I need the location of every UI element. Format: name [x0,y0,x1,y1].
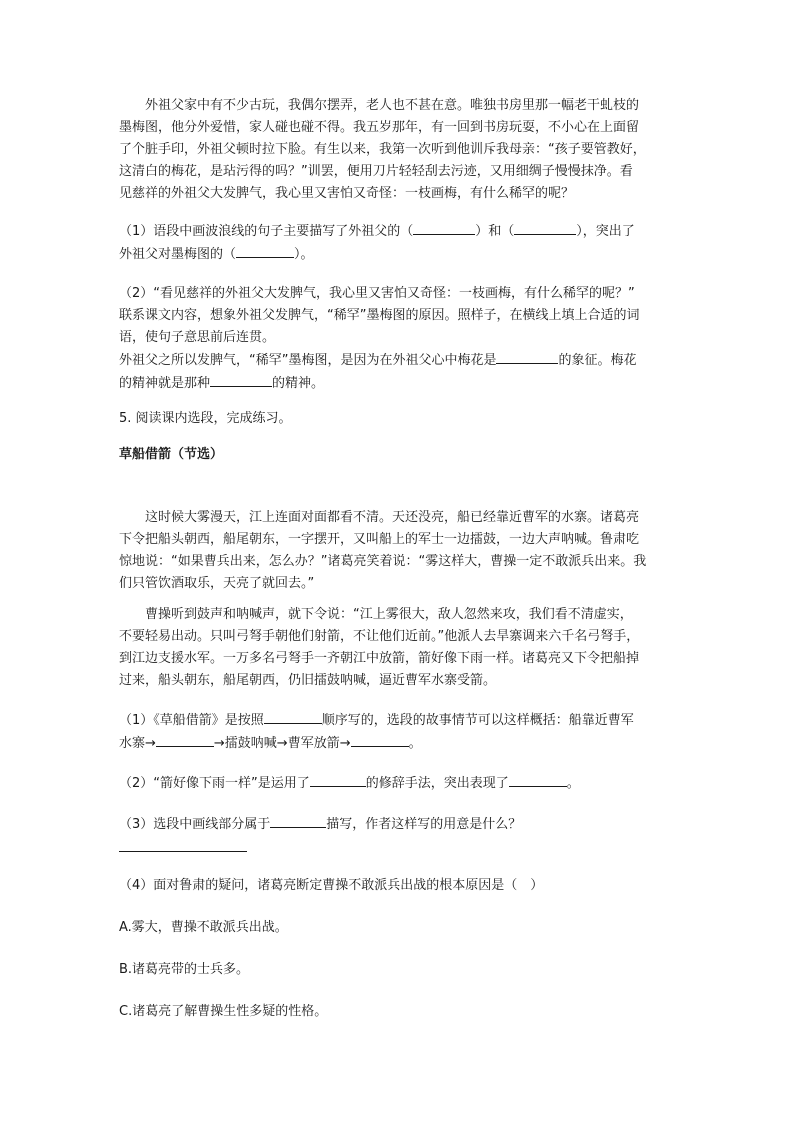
question-text: 的精神。 [272,376,325,391]
answer-blank[interactable] [156,732,214,747]
question-text: 的精神就是那种 [119,376,211,391]
passage-line: 外祖父家中有不少古玩，我偶尔摆弄，老人也不甚在意。唯独书房里那一幅老干虬枝的 [145,98,640,113]
question-text: ），突出了 [576,224,635,239]
question-text: 水寨→ [119,736,156,751]
answer-line[interactable] [119,851,247,852]
passage-line: 到江边支援水军。一万多名弓弩手一齐朝江中放箭，箭好像下雨一样。诸葛亮又下令把船掉 [119,651,640,666]
option-text: C.诸葛亮了解曹操生性多疑的性格。 [119,1004,328,1019]
option-text: A.雾大，曹操不敢派兵出战。 [119,920,288,935]
option-b[interactable] [119,959,679,981]
answer-blank[interactable] [264,709,322,724]
passage-para-2 [119,604,679,692]
question-text: 。 [566,776,580,791]
question-1-block [119,220,679,266]
question-text: 语，使句子意思前后连贯。 [119,330,276,345]
passage-line: 下令把船头朝西，船尾朝东，一字摆开，又叫船上的军士一边擂鼓，一边大声呐喊。鲁肃吃 [119,532,640,547]
passage-moumei [119,95,679,205]
question-2-block [119,283,679,395]
option-text: B.诸葛亮带的士兵多。 [119,962,250,977]
question-text: （2）“看见慈祥的外祖父大发脾气，我心里又害怕又奇怪：一枝画梅，有什么稀罕的呢？” [119,286,635,301]
question-text: →擂鼓呐喊→曹军放箭→ [213,736,351,751]
question-text: 顺序写的，选段的故事情节可以这样概括：船靠近曹军 [321,713,634,728]
question-5-1 [119,709,679,755]
question-text: 联系课文内容，想象外祖父发脾气，“稀罕”墨梅图的原因。照样子，在横线上填上合适的词 [119,308,640,323]
option-a[interactable] [119,917,679,939]
section-5-heading [119,408,679,430]
question-text: ）和（ [475,224,515,239]
question-text: （4）面对鲁肃的疑问，诸葛亮断定曹操不敢派兵出战的根本原因是（ ） [119,878,544,893]
question-text: 外祖父之所以发脾气，“稀罕”墨梅图，是因为在外祖父心中梅花是 [119,353,497,368]
passage-line: 惊地说：“如果曹兵出来，怎么办？”诸葛亮笑着说：“雾这样大，曹操一定不敢派兵出来。我 [119,554,647,569]
question-text: 的象征。梅花 [558,353,637,368]
passage-line: 了个脏手印，外祖父顿时拉下脸。有生以来，我第一次听到他训斥我母亲：“孩子要管教好， [119,142,646,157]
question-5-3 [119,813,679,836]
passage-line: 见慈祥的外祖父大发脾气，我心里又害怕又奇怪：一枝画梅，有什么稀罕的呢？ [119,186,575,201]
question-text: （2）“箭好像下雨一样”是运用了 [119,776,310,791]
answer-blank[interactable] [413,220,475,235]
answer-blank[interactable] [509,772,567,787]
passage-line: 们只管饮酒取乐，天亮了就回去。” [119,576,315,591]
question-text: ）。 [294,247,314,262]
question-text: 的修辞手法，突出表现了 [365,776,509,791]
answer-blank[interactable] [310,772,366,787]
passage-line: 过来，船头朝东，船尾朝西，仍旧擂鼓呐喊，逼近曹军水寨受箭。 [119,673,497,688]
answer-blank[interactable] [351,732,409,747]
passage-title [119,444,679,466]
answer-blank[interactable] [514,220,576,235]
passage-line: 这清白的梅花，是玷污得的吗？”训罢，便用刀片轻轻刮去污迹，又用细绸子慢慢抹净。看 [119,164,633,179]
passage-line: 曹操听到鼓声和呐喊声，就下令说：“江上雾很大，敌人忽然来攻，我们看不清虚实， [145,607,633,622]
question-text: 。 [408,736,422,751]
question-text: 外祖父对墨梅图的（ [119,247,237,262]
answer-blank[interactable] [270,813,326,828]
passage-title-text: 草船借箭（节选） [119,447,224,462]
section-heading: 5. 阅读课内选段，完成练习。 [119,411,292,426]
passage-line: 墨梅图，他分外爱惜，家人碰也碰不得。我五岁那年，有一回到书房玩耍，不小心在上面留 [119,120,640,135]
passage-line: 不要轻易出动。只叫弓弩手朝他们射箭，不让他们近前。”他派人去旱寨调来六千名弓弩手， [119,629,640,644]
passage-para-1 [119,507,679,595]
question-text: （3）选段中画线部分属于 [119,817,271,832]
passage-line: 这时候大雾漫天，江上连面对面都看不清。天还没亮，船已经靠近曹军的水寨。诸葛亮 [145,510,640,525]
answer-blank[interactable] [236,243,294,258]
question-text: （1）《草船借箭》是按照 [119,713,264,728]
question-5-4 [119,875,679,897]
answer-blank[interactable] [210,372,272,387]
question-text: 描写，作者这样写的用意是什么？ [326,817,522,832]
question-text: （1）语段中画波浪线的句子主要描写了外祖父的（ [119,224,414,239]
answer-blank[interactable] [496,349,558,364]
option-c[interactable] [119,1001,679,1023]
question-5-2 [119,772,679,795]
